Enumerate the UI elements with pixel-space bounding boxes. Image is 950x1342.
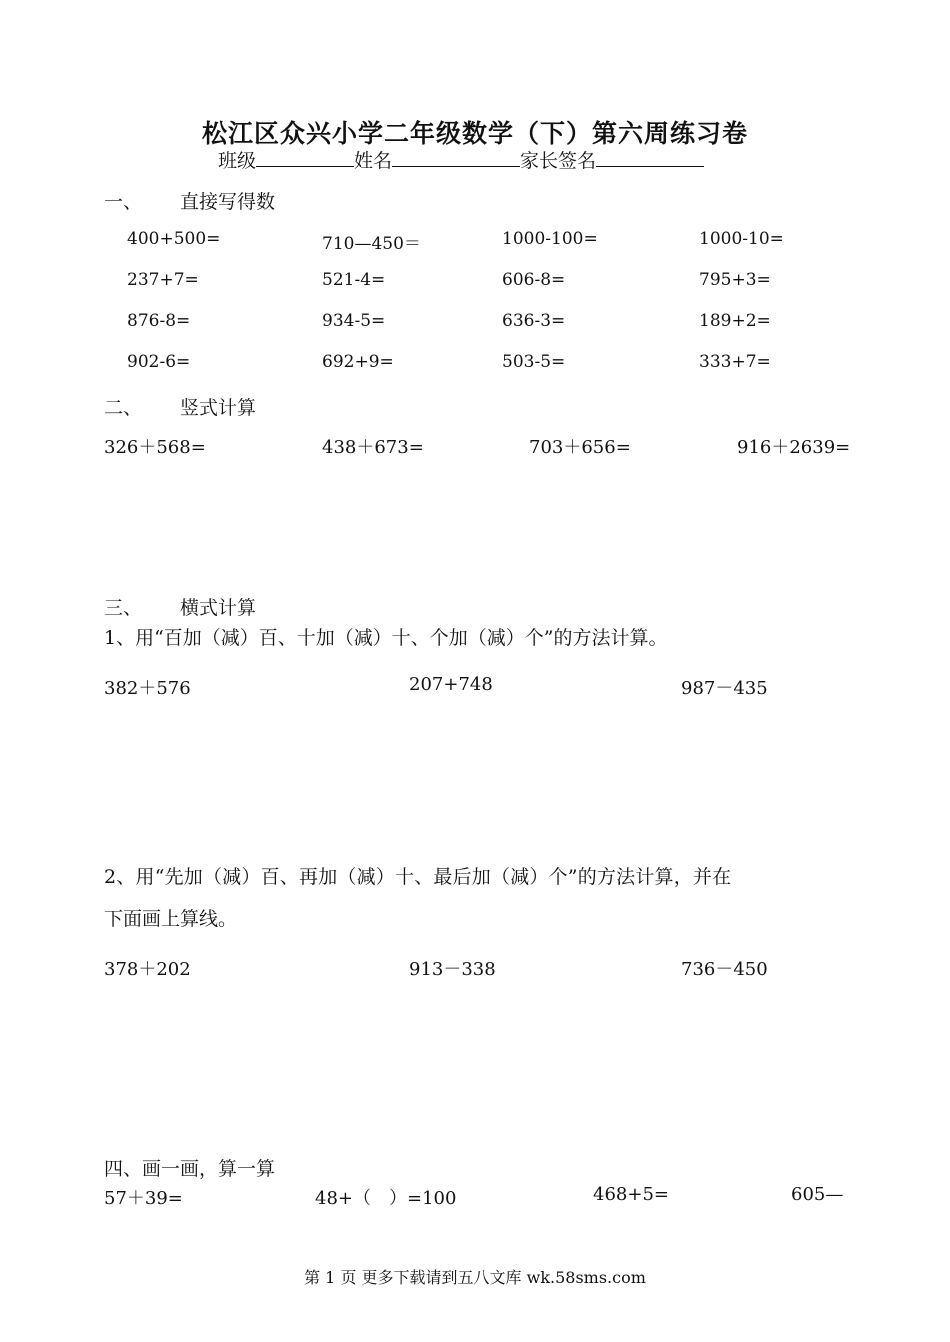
s1-problem: 934-5= bbox=[322, 311, 386, 331]
s1-problem: 400+500= bbox=[127, 229, 221, 249]
s3-q1-instruction: 1、用“百加（减）百、十加（减）十、个加（减）个”的方法计算。 bbox=[104, 627, 668, 649]
s1-problem: 636-3= bbox=[502, 311, 566, 331]
s1-problem: 189+2= bbox=[699, 311, 771, 331]
s3-q2-problem: 913－338 bbox=[409, 959, 496, 980]
s2-problem: 326＋568= bbox=[104, 437, 206, 458]
s1-problem: 710—450＝ bbox=[322, 234, 421, 254]
s1-problem: 902-6= bbox=[127, 352, 191, 372]
section3-number: 三、 bbox=[104, 597, 143, 619]
s4-problem: 605— bbox=[791, 1184, 844, 1205]
s3-q1-problem: 207+748 bbox=[409, 674, 493, 695]
parent-signature-blank[interactable] bbox=[596, 148, 704, 167]
section4-title: 四、画一画，算一算 bbox=[104, 1158, 276, 1180]
s2-problem: 916＋2639= bbox=[737, 437, 851, 458]
s3-q2-instruction-line2: 下面画上算线。 bbox=[104, 908, 238, 930]
s1-problem: 795+3= bbox=[699, 270, 771, 290]
name-label: 姓名 bbox=[354, 150, 393, 172]
name-blank[interactable] bbox=[392, 148, 520, 167]
s2-problem: 438＋673= bbox=[322, 437, 424, 458]
parent-signature-label: 家长签名 bbox=[520, 150, 597, 172]
s1-problem: 333+7= bbox=[699, 352, 771, 372]
s1-problem: 521-4= bbox=[322, 270, 386, 290]
s3-q2-problem: 378＋202 bbox=[104, 959, 191, 980]
page-footer: 第 1 页 更多下载请到五八文库 wk.58sms.com bbox=[304, 1268, 646, 1287]
s1-problem: 692+9= bbox=[322, 352, 394, 372]
class-label: 班级 bbox=[218, 150, 257, 172]
s3-q1-problem: 382＋576 bbox=[104, 678, 191, 699]
section2-title: 竖式计算 bbox=[180, 397, 257, 419]
s2-problem: 703＋656= bbox=[529, 437, 631, 458]
section2-number: 二、 bbox=[104, 397, 143, 419]
section1-number: 一、 bbox=[104, 191, 143, 213]
s1-problem: 237+7= bbox=[127, 270, 199, 290]
s4-problem: 48+（ ）=100 bbox=[315, 1188, 457, 1209]
s4-problem: 57＋39= bbox=[104, 1188, 183, 1209]
s3-q1-problem: 987－435 bbox=[681, 678, 768, 699]
s3-q2-problem: 736－450 bbox=[681, 959, 768, 980]
class-blank[interactable] bbox=[256, 148, 354, 167]
s1-problem: 876-8= bbox=[127, 311, 191, 331]
s1-problem: 503-5= bbox=[502, 352, 566, 372]
s1-problem: 606-8= bbox=[502, 270, 566, 290]
section3-title: 横式计算 bbox=[180, 597, 257, 619]
section1-title: 直接写得数 bbox=[180, 191, 276, 213]
s4-problem: 468+5= bbox=[593, 1184, 669, 1205]
student-info-line bbox=[218, 146, 704, 173]
s1-problem: 1000-10= bbox=[699, 229, 784, 249]
s1-problem: 1000-100= bbox=[502, 229, 598, 249]
page-title: 松江区众兴小学二年级数学（下）第六周练习卷 bbox=[201, 119, 748, 148]
s3-q2-instruction-line1: 2、用“先加（减）百、再加（减）十、最后加（减）个”的方法计算，并在 bbox=[104, 866, 732, 888]
